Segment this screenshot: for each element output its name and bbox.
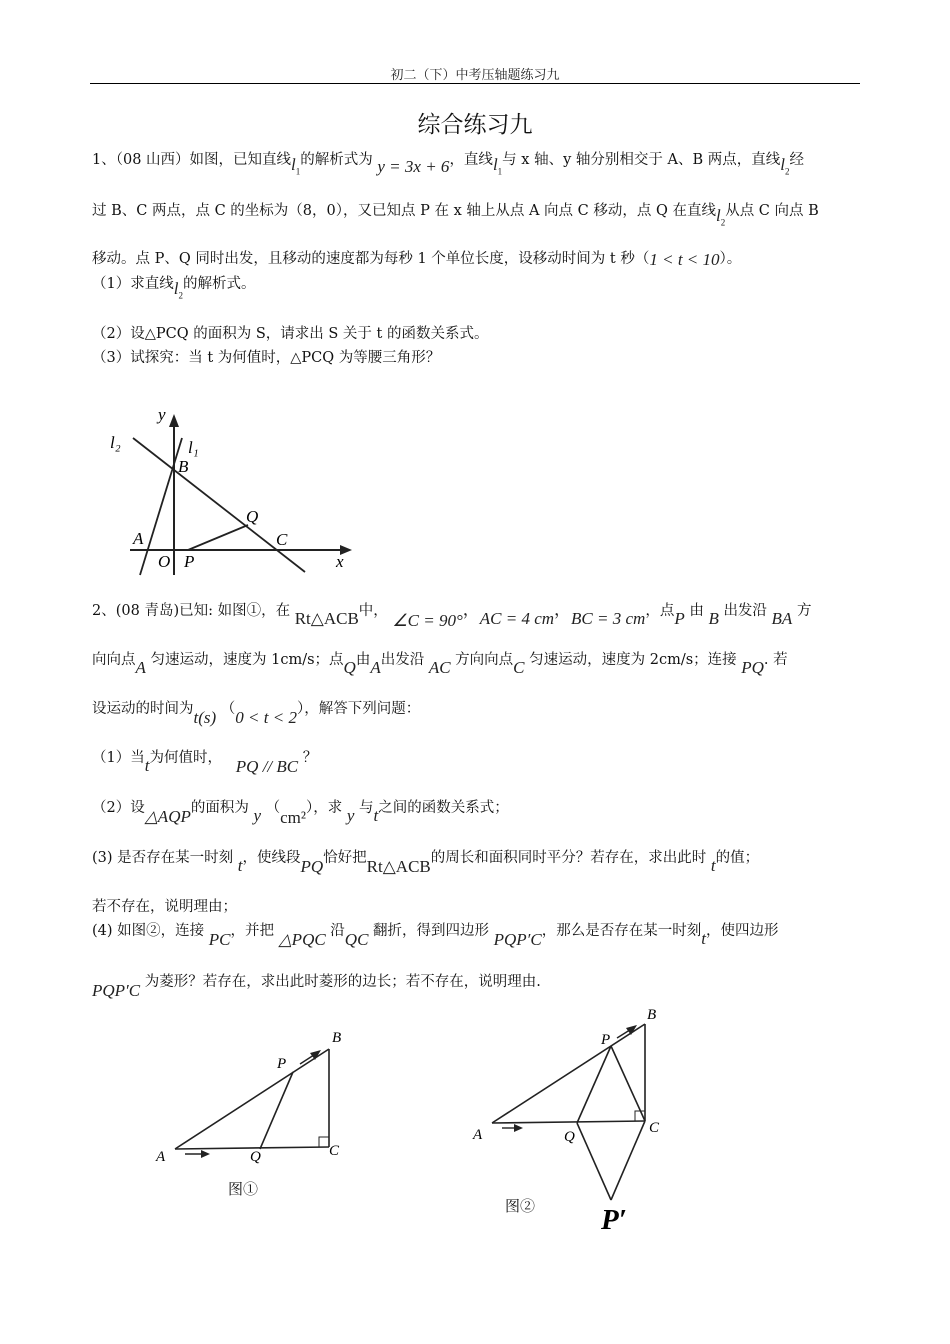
arrow-A-head (201, 1150, 210, 1158)
page-title: 综合练习九 (417, 112, 533, 138)
fig2-label-C: C (649, 1120, 660, 1136)
figure-2 (465, 1000, 685, 1235)
right-angle-mark (319, 1137, 329, 1147)
segment-PC (611, 1046, 645, 1121)
problem1-line2: 过 B、C 两点，点 C 的坐标为（8，0），又已知点 P 在 x 轴上从点 A 向点 C 移动，点 Q 在直线$l_2$从点 C 向点 B (92, 203, 819, 228)
label-O: O (158, 552, 171, 571)
figure-1 (150, 1020, 360, 1170)
running-header: 初二（下）中考压轴题练习九 (390, 68, 560, 83)
header-rule (90, 83, 860, 84)
problem1-q3: （3）试探究：当 t 为何值时，△PCQ 为等腰三角形？ (92, 350, 441, 366)
fig2-label-Q: Q (564, 1129, 575, 1145)
segment-CP-prime (611, 1121, 645, 1200)
problem1-line3: 移动。点 P、Q 同时出发，且移动的速度都为每秒 1 个单位长度，设移动时间为 t 秒（1 < t < 10）。 (92, 250, 742, 269)
side-AB (492, 1024, 645, 1123)
label-l1: l₁ (188, 438, 199, 457)
problem2-q4-cont: PQP′C 为菱形？若存在，求出此时菱形的边长；若不存在，说明理由. (92, 974, 541, 1000)
problem2-q3-cont: 若不存在，说明理由； (92, 899, 237, 915)
fig2-label-P-prime: P′ (601, 1204, 627, 1235)
fig1-label-Q: Q (250, 1149, 261, 1165)
label-y: y (158, 405, 166, 424)
problem2-q2: （2）设△AQP的面积为 y （cm²），求 y 与t之间的函数关系式； (92, 800, 509, 827)
label-C: C (276, 530, 288, 549)
fig1-label-B: B (332, 1030, 342, 1046)
problem2-line3: 设运动的时间为t(s) （0 < t < 2），解答下列问题： (92, 701, 421, 727)
problem2-q1: （1）当t为何值时， PQ // BC ？ (92, 750, 318, 776)
problem1-line1: 1、（08 山西）如图，已知直线$l_1$的解析式为 y = 3x + 6，直线$l_1$与 x 轴、y 轴分别相交于 A、B 两点，直线$l_2$经 (92, 152, 804, 177)
problem1-q2: （2）设△PCQ 的面积为 S，请求出 S 关于 t 的函数关系式。 (92, 326, 489, 342)
segment-PQ (188, 525, 248, 550)
arrow-A-head (514, 1124, 523, 1132)
label-x: x (336, 552, 344, 571)
problem1-figure (100, 400, 370, 590)
fig2-label-B: B (647, 1007, 657, 1023)
label-P: P (184, 552, 195, 571)
problem2-line2: 向向点A 匀速运动，速度为 1cm/s；点Q由A出发沿 AC 方向向点C 匀速运动，速度为 2cm/s；连接 PQ. 若 (92, 652, 788, 677)
side-AB (175, 1049, 329, 1149)
figure-2-caption: 图② (505, 1197, 536, 1215)
fig1-label-P: P (277, 1056, 287, 1072)
figure-1-caption: 图① (228, 1180, 259, 1198)
problem1-q1: （1）求直线$l_2$的解析式。 (92, 276, 256, 301)
problem2-q4: (4) 如图②，连接 PC，并把 △PQC 沿QC 翻折，得到四边形 PQP′C，那么是否存在某一时刻t，使四边形 (92, 923, 779, 949)
segment-QP-prime (577, 1123, 611, 1200)
fig2-label-P: P (601, 1032, 611, 1048)
label-A: A (133, 529, 144, 548)
problem2-q3: (3) 是否存在某一时刻 t，使线段PQ恰好把Rt△ACB的周长和面积同时平分？若存在，求出此时 t的值； (92, 850, 760, 876)
side-AC (492, 1121, 645, 1123)
label-l2: l₂ (110, 433, 121, 452)
fig2-label-A: A (473, 1127, 483, 1143)
label-B: B (178, 457, 189, 476)
y-axis-arrow (169, 414, 179, 427)
label-Q: Q (246, 507, 259, 526)
fig1-label-C: C (329, 1143, 340, 1159)
problem2-line1: 2、(08 青岛)已知: 如图①，在 Rt△ACB中， ∠C = 90°，AC = 4 cm，BC = 3 cm，点P 由 B 出发沿 BA 方 (92, 600, 812, 630)
fig1-label-A: A (156, 1149, 166, 1165)
